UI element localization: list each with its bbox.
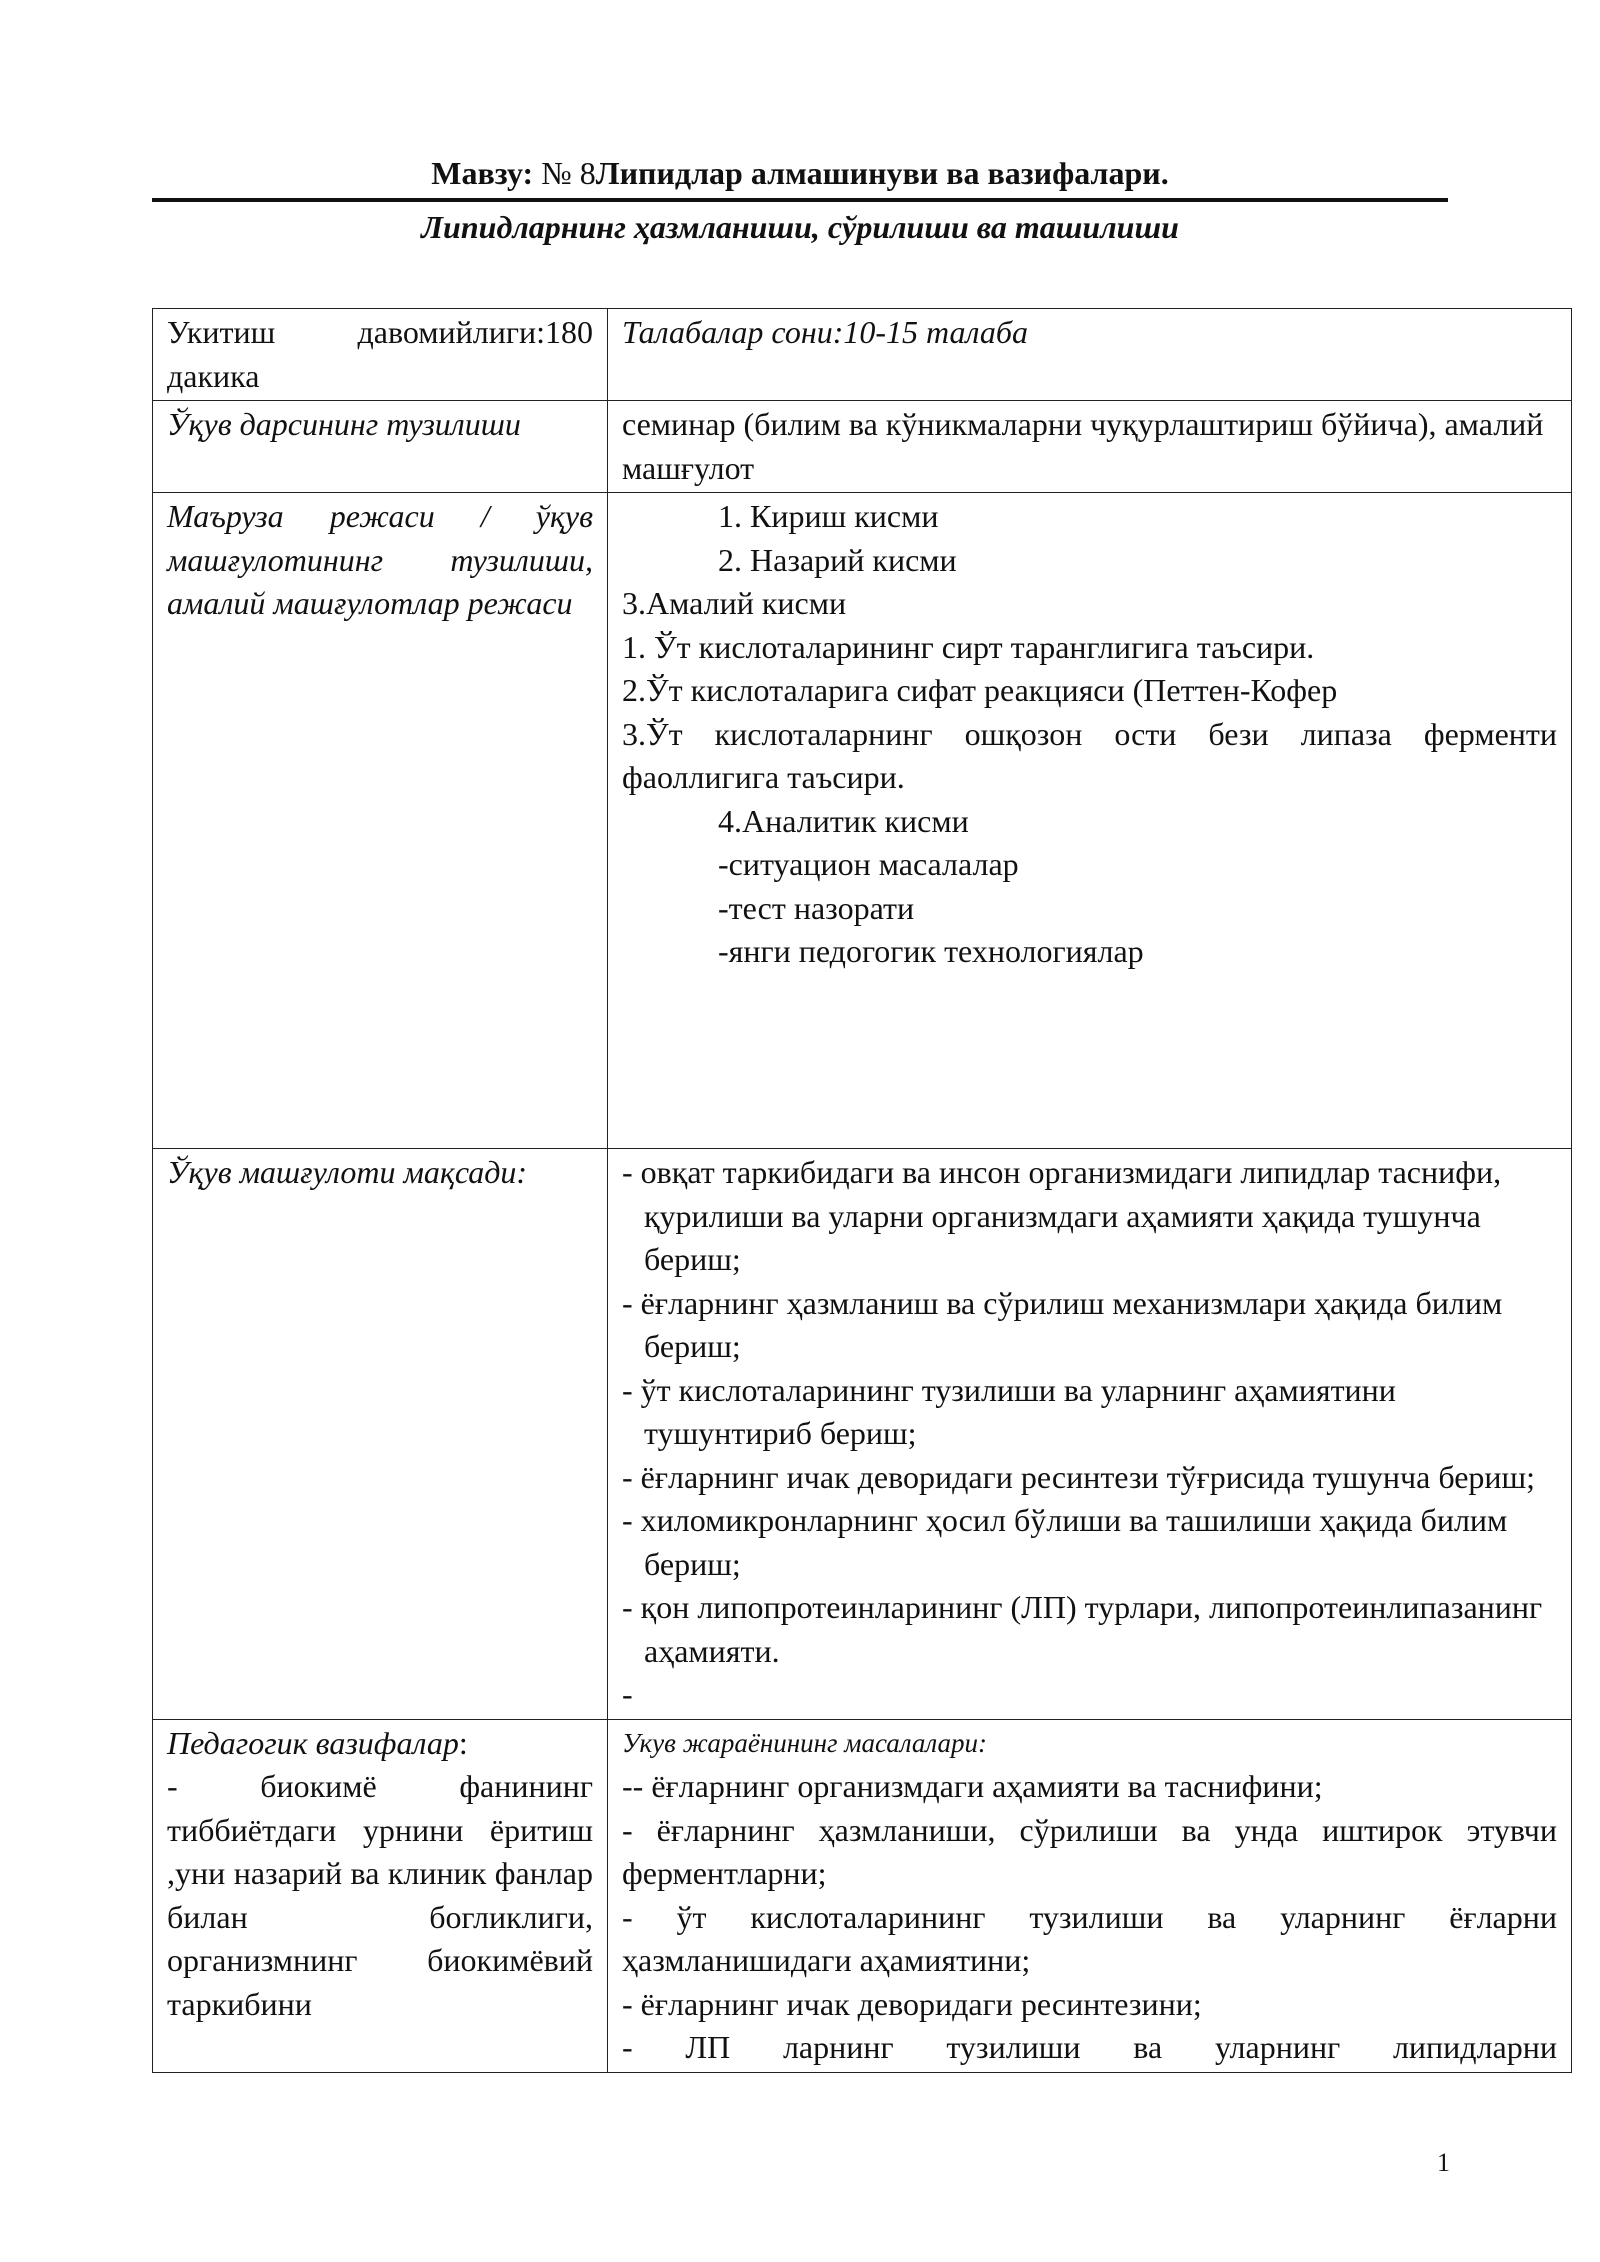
list-item: - ёғларнинг ичак деворидаги ресинтези тўғрисида тушунча бериш; [622,1458,1536,1495]
list-item: 1. Ўт кислоталарининг сирт таранглигига таъсири. [622,628,1315,665]
learning-tasks-cell [608,1719,1572,2072]
list-item: - ёғларнинг ҳазмланиши, сўрилиши ва унда иштирок этувчи ферментларни; [622,1811,1557,1891]
pedagogical-tasks-colon: : [458,1724,468,1761]
title-underline [152,198,1448,202]
list-item: 2. Назарий кисми [718,541,957,578]
lesson-structure-value: семинар (билим ва кўникмаларни чуқурлаштириш бўйича), амалий машғулот [608,401,1572,493]
list-item: - ўт кислоталарининг тузилиши ва уларнинг аҳамиятини тушунтириб бериш; [622,1371,1396,1451]
list-item: -тест назорати [718,889,915,926]
list-item: 3.Амалий кисми [622,585,847,621]
list-item: 4.Аналитик кисми [718,802,969,839]
lesson-goal-content [608,1149,1572,1720]
lesson-plan-table [152,308,1572,2073]
table-row [153,493,1572,1149]
title-subtitle: Липидларнинг ҳазмланиши, сўрилиши ва ташилиши [421,209,1179,245]
lesson-goal-label: Ўқув машғулоти мақсади: [153,1149,608,1720]
list-item: - овқат таркибидаги ва инсон организмидаги липидлар таснифи, қурилиши ва уларни организмдаги аҳамияти ҳақида тушунча бериш; [622,1154,1502,1277]
students-count-cell: Талабалар сони:10-15 талаба [608,309,1572,401]
pedagogical-tasks-cell [153,1719,608,2072]
table-row [153,309,1572,401]
title-number: № 8 [533,155,596,191]
duration-cell: Укитиш давомийлиги:180 дакика [153,309,608,401]
list-item: - ёғларнинг ҳазмланиш ва сўрилиш механизмлари ҳақида билим бериш; [622,1284,1503,1364]
lesson-structure-label: Ўқув дарсининг тузилиши [153,401,608,493]
lecture-plan-label: Маъруза режаси / ўқув машғулотининг тузилиши, амалий машғулотлар режаси [153,493,608,1149]
list-item: - ёғларнинг ичак деворидаги ресинтезини; [622,1985,1202,2022]
list-item: -янги педогогик технологиялар [718,933,1144,969]
list-item: -ситуацион масалалар [718,846,1019,882]
list-item: - қон липопротеинларининг (ЛП) турлари, липопротеинлипазанинг аҳамияти. [622,1589,1543,1669]
list-item: 3.Ўт кислоталарнинг ошқозон ости бези липаза ферменти фаоллигига таъсири. [622,715,1557,795]
list-item: - [622,1676,633,1712]
page-number: 1 [1437,2148,1450,2177]
list-item: - хиломикронларнинг ҳосил бўлиши ва ташилиши ҳақида билим бериш; [622,1502,1508,1582]
list-item: 2.Ўт кислоталарига сифат реакцияси (Петтен-Кофер [622,672,1338,708]
title-main: Липидлар алмашинуви ва вазифалари. [595,155,1169,191]
lecture-plan-content [608,493,1572,1149]
pedagogical-tasks-text: - биокимё фанининг тиббиётдаги урнини ёритиш ,уни назарий ва клиник фанлар билан богликлиги, организмнинг биокимёвий таркибини [167,1768,593,2022]
table-row [153,1149,1572,1720]
title-label: Мавзу: [431,155,534,191]
table-row [153,401,1572,493]
list-item: - ЛП ларнинг тузилиши ва уларнинг липидларни [622,2029,1557,2065]
learning-tasks-heading: Укув жараёнининг масалалари: [622,1727,988,1758]
list-item: 1. Кириш кисми [718,498,939,534]
document-title [152,150,1448,196]
list-item: - ўт кислоталарининг тузилиши ва уларнинг ёғларни ҳазмланишидаги аҳамиятини; [622,1898,1557,1978]
pedagogical-tasks-heading: Педагогик вазифалар [167,1724,459,1761]
list-item: -- ёғларнинг организмдаги аҳамияти ва таснифини; [622,1768,1323,1804]
table-row [153,1719,1572,2072]
